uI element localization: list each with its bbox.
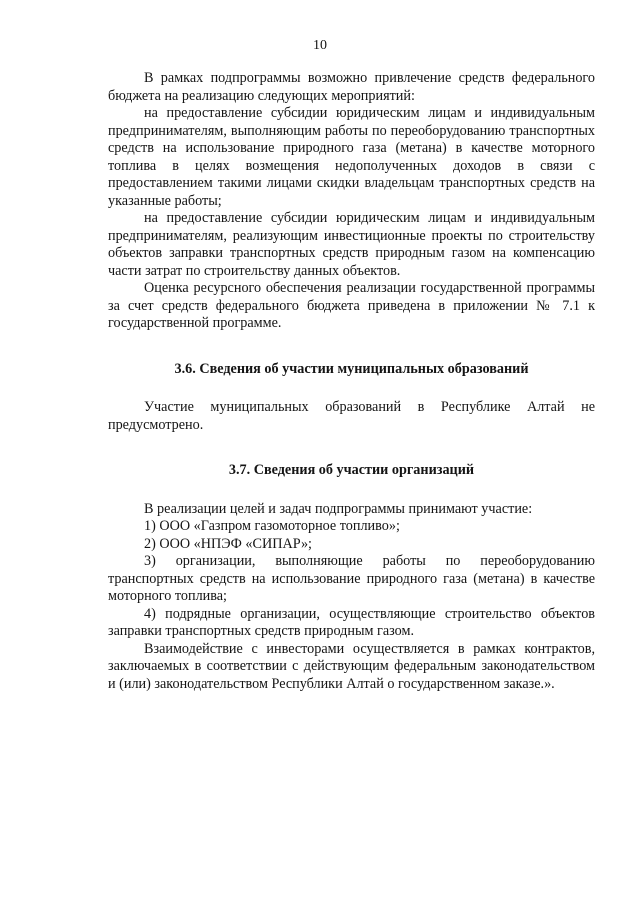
page-number: 10 bbox=[313, 38, 327, 53]
paragraph: на предоставление субсидии юридическим лицам и индивидуальным предпринимателям, выполняющим работы по переоборудованию транспортных средств на использование природного газа (метана) в качестве моторного топлива в целях возмещения недополученных доходов в связи с предоставлением такими лицами скидки владельцам транспортных средств на указанные работы; bbox=[108, 105, 595, 209]
paragraph: Участие муниципальных образований в Республике Алтай не предусмотрено. bbox=[108, 399, 595, 433]
list-item: 2) ООО «НПЭФ «СИПАР»; bbox=[144, 535, 312, 552]
list-item: 4) подрядные организации, осуществляющие строительство объектов заправки транспортных средств природным газом. bbox=[108, 605, 595, 639]
paragraph: на предоставление субсидии юридическим лицам и индивидуальным предпринимателям, реализующим инвестиционные проекты по строительству объектов заправки транспортных средств природным газом на компенсацию части затрат по строительству данных объектов. bbox=[108, 210, 595, 279]
section-heading-3-6: 3.6. Сведения об участии муниципальных образований bbox=[174, 360, 529, 377]
list-item: 3) организации, выполняющие работы по переоборудованию транспортных средств на использование природного газа (метана) в качестве моторного топлива; bbox=[108, 553, 595, 604]
list-item: 1) ООО «Газпром газомоторное топливо»; bbox=[144, 518, 400, 534]
section-heading-3-7: 3.7. Сведения об участии организаций bbox=[228, 462, 475, 478]
paragraph: В рамках подпрограммы возможно привлечение средств федерального бюджета на реализацию следующих мероприятий: bbox=[108, 70, 595, 104]
document-body bbox=[108, 70, 595, 693]
paragraph: Оценка ресурсного обеспечения реализации государственной программы за счет средств федерального бюджета приведена в приложении № 7.1 к государственной программе. bbox=[108, 280, 595, 331]
paragraph: Взаимодействие с инвесторами осуществляется в рамках контрактов, заключаемых в соответствии с действующим федеральным законодательством и (или) законодательством Республики Алтай о государственном заказе.». bbox=[108, 640, 595, 692]
paragraph: В реализации целей и задач подпрограммы принимают участие: bbox=[144, 500, 533, 517]
